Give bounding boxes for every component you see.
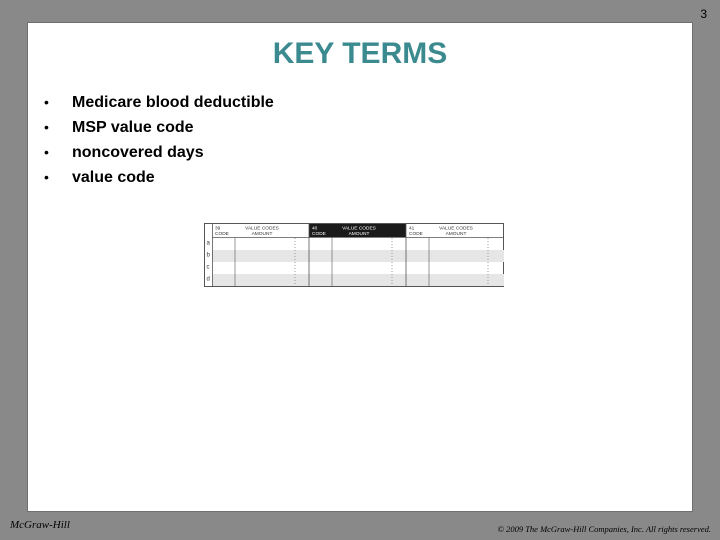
slide-content <box>27 22 693 512</box>
slide-number: 3 <box>700 7 707 21</box>
row-shade-d <box>212 274 504 286</box>
field-number-41: 41 <box>409 226 415 232</box>
amount-label: AMOUNT <box>348 232 370 237</box>
row-label-b: b <box>206 252 210 259</box>
code-label: CODE <box>312 232 326 237</box>
bullet-icon: • <box>44 119 49 135</box>
row-label-a: a <box>206 240 210 247</box>
term-label: MSP value code <box>72 119 194 136</box>
bullet-icon: • <box>44 169 49 185</box>
code-label: CODE <box>409 232 423 237</box>
value-codes-form <box>204 223 504 287</box>
row-label-d: d <box>206 276 210 283</box>
row-shade-b <box>212 250 504 262</box>
list-item <box>44 115 274 140</box>
bullet-icon: • <box>44 94 49 110</box>
bullet-icon: • <box>44 144 49 160</box>
value-codes-header: VALUE CODES <box>342 226 376 232</box>
term-label: Medicare blood deductible <box>72 94 274 111</box>
value-codes-header: VALUE CODES <box>245 226 279 232</box>
value-codes-header: VALUE CODES <box>439 226 473 232</box>
amount-label: AMOUNT <box>445 232 467 237</box>
publisher-logo-text: McGraw-Hill <box>10 519 70 531</box>
term-label: value code <box>72 169 155 186</box>
amount-label: AMOUNT <box>251 232 273 237</box>
row-label-c: c <box>206 264 210 271</box>
field-number-39: 39 <box>215 226 221 232</box>
field-number-40: 40 <box>312 226 318 232</box>
code-label: CODE <box>215 232 229 237</box>
term-label: noncovered days <box>72 144 204 161</box>
copyright-notice: © 2009 The McGraw-Hill Companies, Inc. All rights reserved. <box>497 524 711 534</box>
slide-title: KEY TERMS <box>272 37 448 70</box>
key-terms-list <box>44 90 274 190</box>
list-item <box>44 90 274 115</box>
list-item <box>44 140 274 165</box>
list-item <box>44 165 274 190</box>
